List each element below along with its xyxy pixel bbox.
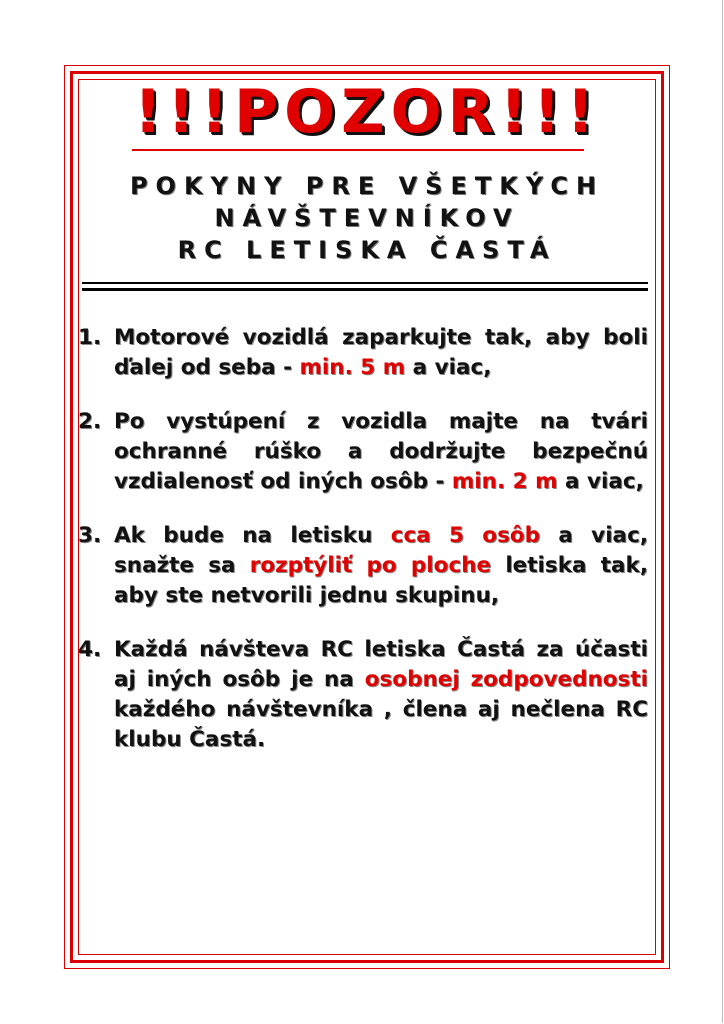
instruction-text: každého návštevníka , člena aj nečlena RC klubu Častá. [114, 697, 648, 752]
instruction-item [78, 521, 648, 611]
divider-top-line [82, 282, 648, 284]
instruction-number: 3. [78, 523, 102, 548]
page-title: !!!POZOR!!! [134, 77, 600, 147]
instruction-item [78, 635, 648, 755]
instruction-text: a viac, [557, 469, 644, 494]
subtitle-line-1: POKYNY PRE VŠETKÝCH [129, 172, 605, 200]
instruction-text: letiska tak, aby ste netvorili jednu skupinu, [114, 553, 648, 608]
instruction-item [78, 323, 648, 383]
highlighted-text: min. 2 m [451, 469, 558, 494]
instruction-text: a viac, snažte sa [114, 523, 648, 578]
instruction-text: a viac, [405, 355, 492, 380]
highlighted-text: min. 5 m [299, 355, 406, 380]
instruction-item [78, 407, 648, 497]
subtitle-line-3: RC LETISKA ČASTÁ [177, 236, 557, 264]
subtitle [70, 170, 664, 266]
instruction-number: 2. [78, 409, 102, 434]
highlighted-text: osobnej zodpovednosti [364, 667, 648, 692]
instruction-text: Ak bude na letisku [114, 523, 391, 548]
divider-bottom-line [82, 288, 648, 291]
instruction-text: Po vystúpení z vozidla majte na tvári ochranné rúško a dodržujte bezpečnú vzdialenosť od iných osôb - [114, 409, 648, 494]
subtitle-line-2: NÁVŠTEVNÍKOV [214, 204, 520, 232]
instructions-list [78, 323, 648, 779]
instruction-number: 1. [78, 325, 102, 350]
highlighted-text: rozptýliť po ploche [249, 553, 492, 578]
instruction-text: Motorové vozidlá zaparkujte tak, aby boli ďalej od seba - [114, 325, 648, 380]
instruction-number: 4. [78, 637, 102, 662]
instruction-text: Každá návšteva RC letiska Častá za účasti aj iných osôb je na [114, 637, 648, 692]
highlighted-text: cca 5 osôb [390, 523, 541, 548]
title-underline [132, 149, 584, 151]
